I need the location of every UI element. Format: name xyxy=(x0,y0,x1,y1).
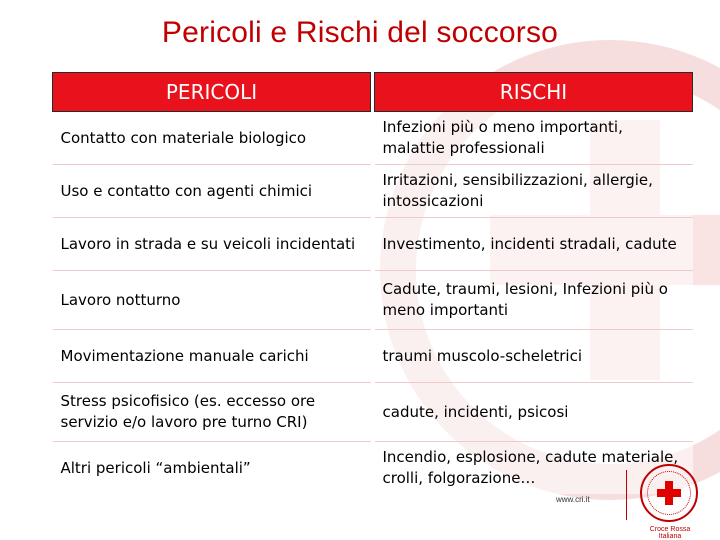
red-cross-logo-icon xyxy=(640,464,698,522)
rischio-cell: Investimento, incidenti stradali, cadute xyxy=(375,218,693,271)
table-header-row xyxy=(53,73,693,112)
pericolo-cell: Movimentazione manuale carichi xyxy=(53,330,371,383)
pericolo-cell: Stress psicofisico (es. eccesso ore servizio e/o lavoro pre turno CRI) xyxy=(53,383,371,442)
website-url: www.cri.it xyxy=(556,495,590,504)
logo-divider xyxy=(626,470,627,520)
rischio-cell: Cadute, traumi, lesioni, Infezioni più o meno importanti xyxy=(375,271,693,330)
rischio-cell: cadute, incidenti, psicosi xyxy=(375,383,693,442)
table-row xyxy=(53,271,693,330)
pericolo-cell: Altri pericoli “ambientali” xyxy=(53,442,371,495)
pericolo-cell: Contatto con materiale biologico xyxy=(53,112,371,165)
pericolo-cell: Uso e contatto con agenti chimici xyxy=(53,165,371,218)
table-row xyxy=(53,442,693,495)
pericolo-cell: Lavoro in strada e su veicoli incidentati xyxy=(53,218,371,271)
table-row xyxy=(53,218,693,271)
rischio-cell: traumi muscolo-scheletrici xyxy=(375,330,693,383)
table-row xyxy=(53,112,693,165)
header-rischi: RISCHI xyxy=(375,73,693,112)
org-name: Croce Rossa Italiana xyxy=(649,526,691,540)
pericolo-cell: Lavoro notturno xyxy=(53,271,371,330)
table-row xyxy=(53,165,693,218)
rischio-cell: Irritazioni, sensibilizzazioni, allergie, intossicazioni xyxy=(375,165,693,218)
rischio-cell: Incendio, esplosione, cadute materiale, crolli, folgorazione… xyxy=(375,442,693,495)
slide-title: Pericoli e Rischi del soccorso xyxy=(161,16,559,49)
table-row xyxy=(53,330,693,383)
rischio-cell: Infezioni più o meno importanti, malattie professionali xyxy=(375,112,693,165)
risks-table xyxy=(52,72,693,494)
header-pericoli: PERICOLI xyxy=(53,73,371,112)
table-row xyxy=(53,383,693,442)
